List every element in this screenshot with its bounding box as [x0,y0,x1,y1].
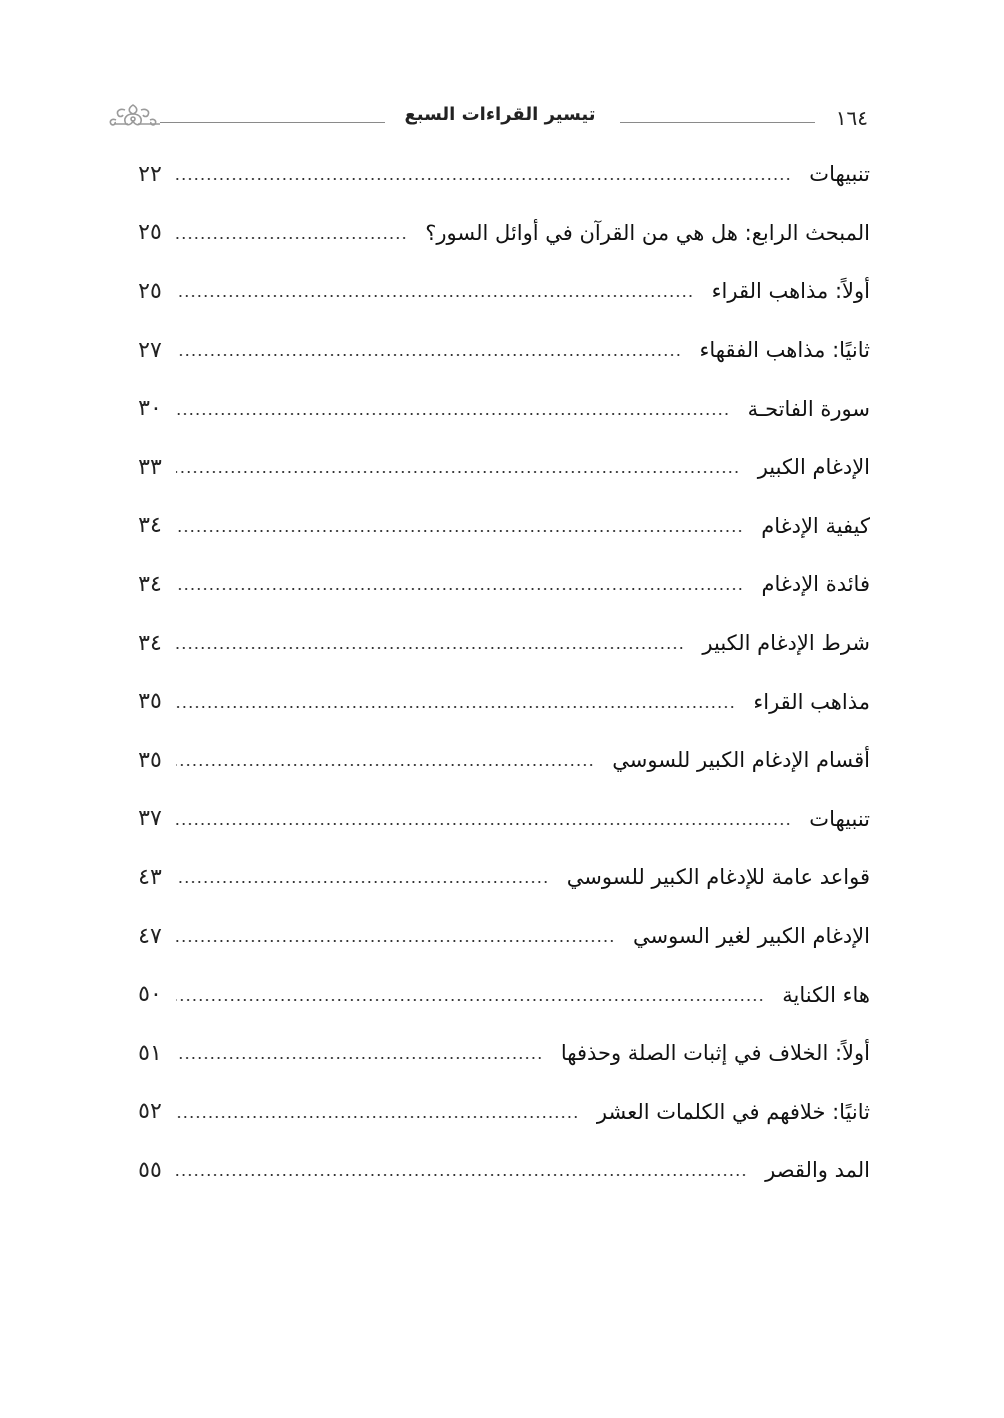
toc-entry-page: ٥٠ [138,982,162,1008]
toc-entry-page: ٣٤ [138,571,162,597]
header-rule-right [620,122,815,123]
dot-leader [176,647,684,649]
toc-entry-title: سورة الفاتحـة [747,396,870,421]
running-header [100,100,880,140]
toc-entry-title: المبحث الرابع: هل هي من القرآن في أوائل السور؟ [425,220,870,245]
toc-entry [130,204,870,263]
toc-entry-page: ٤٧ [138,923,162,949]
dot-leader [176,295,694,297]
toc-entry-title: ثانيًا: خلافهم في الكلمات العشر [596,1099,870,1124]
toc-entry-title: هاء الكناية [782,982,870,1007]
toc-entry [130,672,870,731]
dot-leader [176,237,407,239]
toc-entry [130,262,870,321]
dot-leader [176,530,743,532]
toc-entry [130,1083,870,1142]
toc-entry [130,145,870,204]
toc-entry-title: المد والقصر [765,1158,870,1183]
toc-entry [130,848,870,907]
dot-leader [176,1057,543,1059]
dot-leader [176,706,735,708]
book-title: تيسير القراءات السبع [404,104,596,125]
dot-leader [176,764,594,766]
dot-leader [176,881,549,883]
toc-entry-page: ٢٢ [138,161,162,187]
toc-entry-page: ٣٥ [138,689,162,715]
table-of-contents [130,145,870,1200]
toc-entry-title: أقسام الإدغام الكبير للسوسي [612,748,870,773]
toc-entry-page: ٥٢ [138,1099,162,1125]
toc-entry [130,497,870,556]
dot-leader [176,1116,579,1118]
dot-leader [176,588,743,590]
dot-leader [176,999,764,1001]
page-number: ١٦٤ [835,106,868,130]
dot-leader [176,1174,747,1176]
toc-entry [130,790,870,849]
dot-leader [176,413,730,415]
dot-leader [176,940,615,942]
toc-entry-title: أولاً: مذاهب القراء [711,279,870,304]
toc-entry-page: ٣٤ [138,513,162,539]
toc-entry-title: الإدغام الكبير لغير السوسي [632,924,870,949]
toc-entry-page: ٢٥ [138,278,162,304]
toc-entry-title: الإدغام الكبير [757,455,870,480]
toc-entry [130,1024,870,1083]
toc-entry-page: ٣٤ [138,630,162,656]
toc-entry [130,321,870,380]
toc-entry [130,1141,870,1200]
toc-entry-page: ٢٥ [138,220,162,246]
toc-entry [130,907,870,966]
toc-entry-title: تنبيهات [809,806,870,831]
toc-entry-title: مذاهب القراء [753,689,870,714]
floral-ornament-icon [106,102,160,128]
toc-entry [130,379,870,438]
toc-entry-page: ٣٣ [138,454,162,480]
toc-entry-title: فائدة الإدغام [761,572,870,597]
toc-entry-page: ٥٥ [138,1157,162,1183]
toc-entry-title: كيفية الإدغام [761,513,870,538]
toc-entry-title: أولاً: الخلاف في إثبات الصلة وحذفها [560,1041,870,1066]
dot-leader [176,178,791,180]
header-rule-left [160,122,385,123]
toc-entry-page: ٥١ [138,1040,162,1066]
toc-entry [130,438,870,497]
toc-entry [130,731,870,790]
toc-entry-page: ٣٠ [138,396,162,422]
toc-entry-title: ثانيًا: مذاهب الفقهاء [699,338,870,363]
dot-leader [176,354,682,356]
toc-entry-title: شرط الإدغام الكبير [702,631,870,656]
toc-entry-page: ٣٧ [138,806,162,832]
dot-leader [176,823,791,825]
toc-entry-page: ٣٥ [138,747,162,773]
toc-entry [130,965,870,1024]
toc-entry-title: تنبيهات [809,162,870,187]
toc-entry-page: ٢٧ [138,337,162,363]
dot-leader [176,471,740,473]
toc-entry-title: قواعد عامة للإدغام الكبير للسوسي [566,865,870,890]
toc-entry-page: ٤٣ [138,864,162,890]
toc-entry [130,614,870,673]
toc-entry [130,555,870,614]
